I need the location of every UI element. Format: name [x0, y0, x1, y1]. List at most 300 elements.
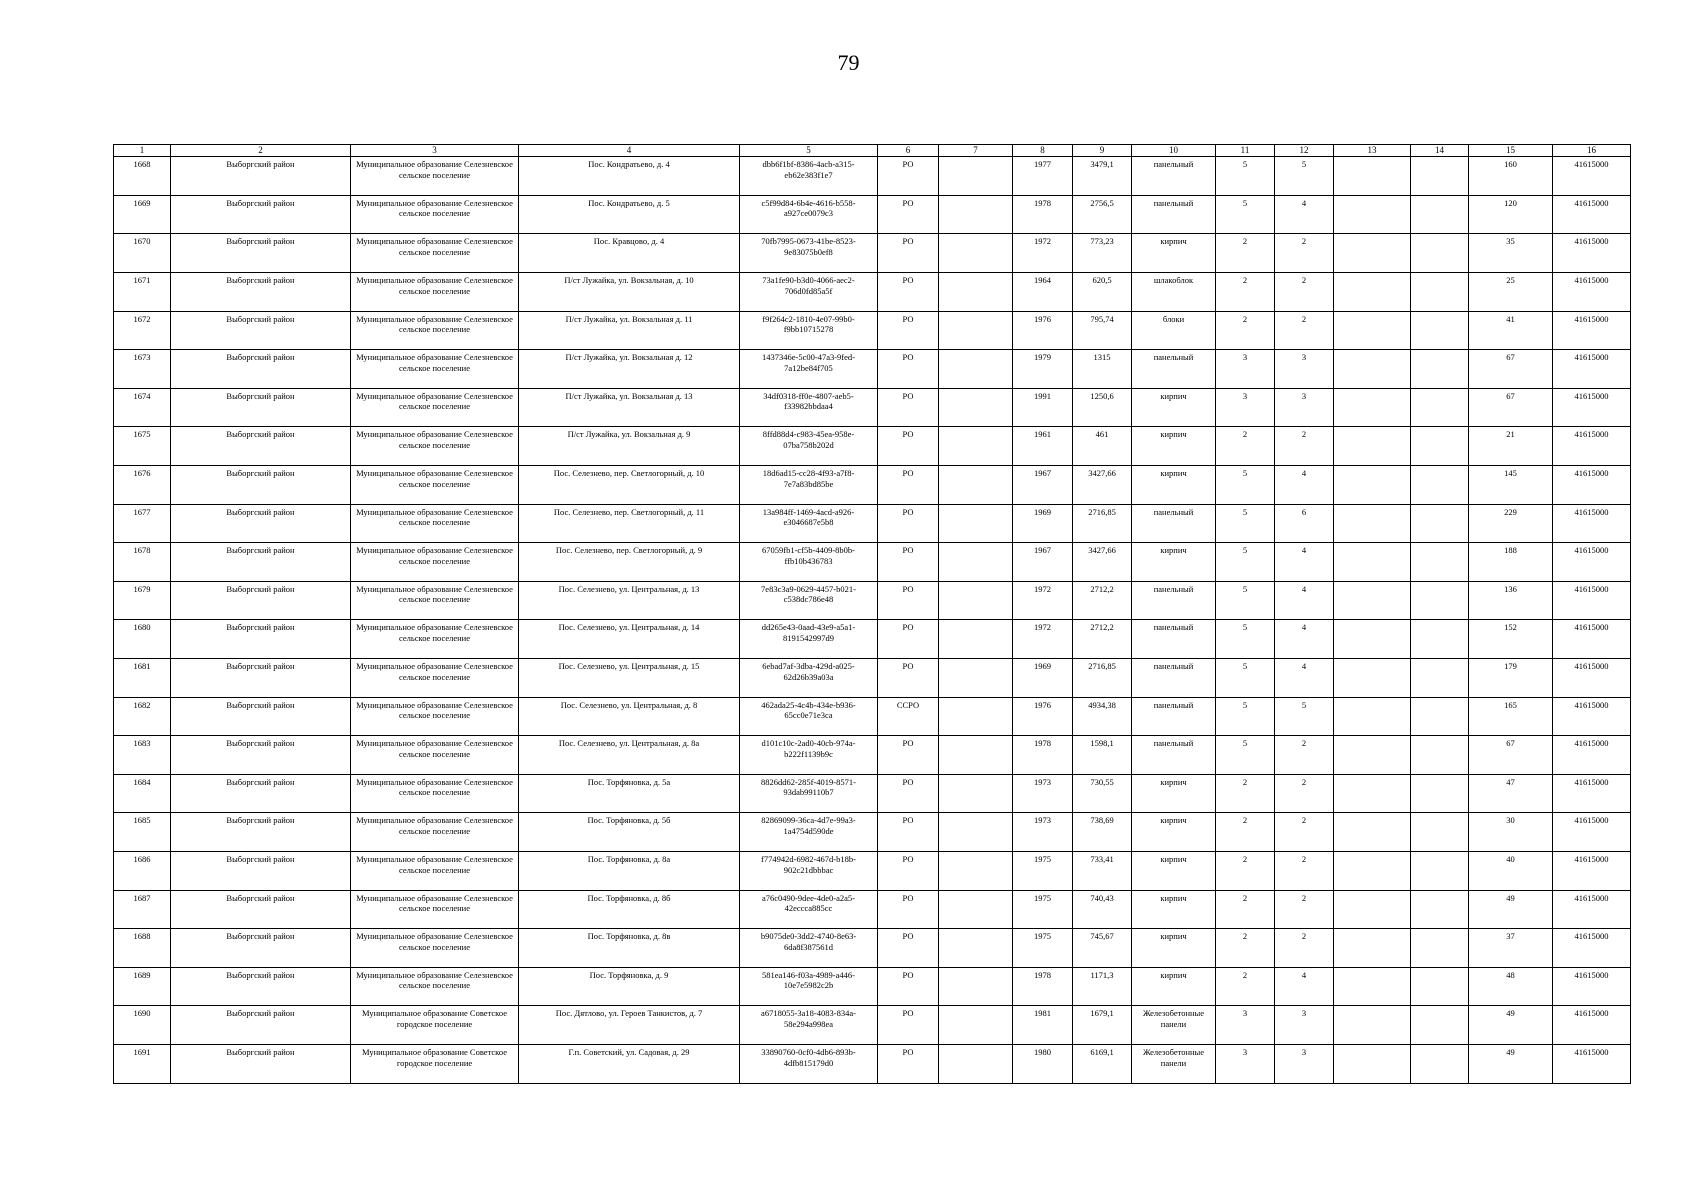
column-number: 10: [1132, 145, 1216, 157]
wall-material-cell: кирпич: [1132, 234, 1216, 273]
floors-cell: 2: [1216, 890, 1275, 929]
year-cell: 1980: [1013, 1044, 1073, 1083]
guid-cell: b9075de0-3dd2-4740-8e63-6da8f387561d: [740, 929, 878, 968]
management-method-cell: РО: [878, 813, 939, 852]
year-cell: 1975: [1013, 890, 1073, 929]
col7-cell: [939, 1044, 1013, 1083]
address-cell: Пос. Дятлово, ул. Героев Танкистов, д. 7: [519, 1006, 740, 1045]
entrances-cell: 2: [1275, 273, 1334, 312]
oktmo-cell: 41615000: [1553, 427, 1631, 466]
guid-cell: dd265e43-0aad-43e9-a5a1-8191542997d9: [740, 620, 878, 659]
year-cell: 1976: [1013, 697, 1073, 736]
col14-cell: [1411, 890, 1469, 929]
residents-cell: 40: [1469, 851, 1553, 890]
col7-cell: [939, 736, 1013, 775]
year-cell: 1964: [1013, 273, 1073, 312]
row-number-cell: 1685: [114, 813, 171, 852]
year-cell: 1977: [1013, 157, 1073, 196]
entrances-cell: 2: [1275, 736, 1334, 775]
district-cell: Выборгский район: [171, 466, 351, 505]
wall-material-cell: кирпич: [1132, 388, 1216, 427]
floors-cell: 3: [1216, 388, 1275, 427]
guid-cell: 13a984ff-1469-4acd-a926-e3046687e5b8: [740, 504, 878, 543]
district-cell: Выборгский район: [171, 581, 351, 620]
entrances-cell: 3: [1275, 1044, 1334, 1083]
col7-cell: [939, 658, 1013, 697]
column-number: 11: [1216, 145, 1275, 157]
col13-cell: [1334, 1044, 1411, 1083]
col13-cell: [1334, 774, 1411, 813]
municipality-cell: Муниципальное образование Селезневское сельское поселение: [351, 620, 519, 659]
housing-register-table: [113, 144, 1631, 1084]
col14-cell: [1411, 234, 1469, 273]
floors-cell: 3: [1216, 1044, 1275, 1083]
row-number-cell: 1679: [114, 581, 171, 620]
year-cell: 1973: [1013, 774, 1073, 813]
management-method-cell: РО: [878, 273, 939, 312]
residents-cell: 49: [1469, 890, 1553, 929]
floors-cell: 2: [1216, 967, 1275, 1006]
area-cell: 733,41: [1073, 851, 1132, 890]
residents-cell: 165: [1469, 697, 1553, 736]
area-cell: 1598,1: [1073, 736, 1132, 775]
col14-cell: [1411, 350, 1469, 389]
entrances-cell: 4: [1275, 195, 1334, 234]
wall-material-cell: кирпич: [1132, 466, 1216, 505]
area-cell: 730,55: [1073, 774, 1132, 813]
row-number-cell: 1680: [114, 620, 171, 659]
guid-cell: f774942d-6982-467d-b18b-902c21dbbbac: [740, 851, 878, 890]
page-number: 79: [837, 50, 860, 75]
area-cell: 2756,5: [1073, 195, 1132, 234]
table-row: [114, 813, 1631, 852]
col14-cell: [1411, 620, 1469, 659]
address-cell: Пос. Торфяновка, д. 5а: [519, 774, 740, 813]
row-number-cell: 1678: [114, 543, 171, 582]
col7-cell: [939, 774, 1013, 813]
area-cell: 2712,2: [1073, 581, 1132, 620]
management-method-cell: РО: [878, 774, 939, 813]
row-number-cell: 1668: [114, 157, 171, 196]
municipality-cell: Муниципальное образование Советское городское поселение: [351, 1044, 519, 1083]
municipality-cell: Муниципальное образование Селезневское сельское поселение: [351, 234, 519, 273]
col7-cell: [939, 929, 1013, 968]
table-row: [114, 234, 1631, 273]
oktmo-cell: 41615000: [1553, 890, 1631, 929]
col13-cell: [1334, 157, 1411, 196]
guid-cell: 8ffd88d4-c983-45ea-958e-07ba758b202d: [740, 427, 878, 466]
district-cell: Выборгский район: [171, 658, 351, 697]
oktmo-cell: 41615000: [1553, 658, 1631, 697]
col7-cell: [939, 273, 1013, 312]
management-method-cell: РО: [878, 967, 939, 1006]
wall-material-cell: кирпич: [1132, 967, 1216, 1006]
table-body: [114, 157, 1631, 1083]
floors-cell: 2: [1216, 273, 1275, 312]
area-cell: 4934,38: [1073, 697, 1132, 736]
address-cell: Пос. Селезнево, ул. Центральная, д. 13: [519, 581, 740, 620]
wall-material-cell: панельный: [1132, 581, 1216, 620]
col14-cell: [1411, 658, 1469, 697]
col14-cell: [1411, 543, 1469, 582]
oktmo-cell: 41615000: [1553, 736, 1631, 775]
district-cell: Выборгский район: [171, 813, 351, 852]
municipality-cell: Муниципальное образование Селезневское сельское поселение: [351, 273, 519, 312]
year-cell: 1975: [1013, 929, 1073, 968]
municipality-cell: Муниципальное образование Селезневское сельское поселение: [351, 311, 519, 350]
municipality-cell: Муниципальное образование Селезневское сельское поселение: [351, 736, 519, 775]
column-number: 12: [1275, 145, 1334, 157]
floors-cell: 2: [1216, 234, 1275, 273]
address-cell: П/ст Лужайка, ул. Вокзальная д. 13: [519, 388, 740, 427]
column-number: 13: [1334, 145, 1411, 157]
district-cell: Выборгский район: [171, 273, 351, 312]
entrances-cell: 2: [1275, 929, 1334, 968]
management-method-cell: РО: [878, 929, 939, 968]
floors-cell: 5: [1216, 504, 1275, 543]
residents-cell: 25: [1469, 273, 1553, 312]
col7-cell: [939, 234, 1013, 273]
guid-cell: 7e83c3a9-0629-4457-b021-c538dc786e48: [740, 581, 878, 620]
floors-cell: 5: [1216, 620, 1275, 659]
floors-cell: 2: [1216, 311, 1275, 350]
floors-cell: 5: [1216, 736, 1275, 775]
col13-cell: [1334, 736, 1411, 775]
district-cell: Выборгский район: [171, 620, 351, 659]
residents-cell: 37: [1469, 929, 1553, 968]
residents-cell: 49: [1469, 1044, 1553, 1083]
residents-cell: 160: [1469, 157, 1553, 196]
oktmo-cell: 41615000: [1553, 851, 1631, 890]
entrances-cell: 6: [1275, 504, 1334, 543]
management-method-cell: РО: [878, 658, 939, 697]
entrances-cell: 4: [1275, 967, 1334, 1006]
col7-cell: [939, 967, 1013, 1006]
address-cell: Пос. Селезнево, ул. Центральная, д. 8а: [519, 736, 740, 775]
col7-cell: [939, 697, 1013, 736]
guid-cell: 67059fb1-cf5b-4409-8b0b-ffb10b436783: [740, 543, 878, 582]
row-number-cell: 1687: [114, 890, 171, 929]
wall-material-cell: панельный: [1132, 504, 1216, 543]
floors-cell: 3: [1216, 1006, 1275, 1045]
address-cell: Пос. Торфяновка, д. 5б: [519, 813, 740, 852]
row-number-cell: 1673: [114, 350, 171, 389]
row-number-cell: 1674: [114, 388, 171, 427]
address-cell: Пос. Селезнево, пер. Светлогорный, д. 11: [519, 504, 740, 543]
col7-cell: [939, 388, 1013, 427]
wall-material-cell: панельный: [1132, 697, 1216, 736]
column-number: 16: [1553, 145, 1631, 157]
residents-cell: 67: [1469, 388, 1553, 427]
residents-cell: 35: [1469, 234, 1553, 273]
col13-cell: [1334, 890, 1411, 929]
col7-cell: [939, 195, 1013, 234]
col13-cell: [1334, 311, 1411, 350]
guid-cell: 1437346e-5c00-47a3-9fed-7a12be84f705: [740, 350, 878, 389]
management-method-cell: РО: [878, 157, 939, 196]
wall-material-cell: кирпич: [1132, 543, 1216, 582]
guid-cell: 6ebad7af-3dba-429d-a025-62d26b39a03a: [740, 658, 878, 697]
municipality-cell: Муниципальное образование Селезневское сельское поселение: [351, 851, 519, 890]
guid-cell: 82869099-36ca-4d7e-99a3-1a4754d590de: [740, 813, 878, 852]
col14-cell: [1411, 813, 1469, 852]
address-cell: Пос. Селезнево, ул. Центральная, д. 14: [519, 620, 740, 659]
col13-cell: [1334, 350, 1411, 389]
management-method-cell: РО: [878, 1044, 939, 1083]
col14-cell: [1411, 1006, 1469, 1045]
municipality-cell: Муниципальное образование Селезневское сельское поселение: [351, 581, 519, 620]
col7-cell: [939, 851, 1013, 890]
guid-cell: 73a1fe90-b3d0-4066-aec2-706d0fd85a5f: [740, 273, 878, 312]
management-method-cell: РО: [878, 311, 939, 350]
wall-material-cell: шлакоблок: [1132, 273, 1216, 312]
year-cell: 1978: [1013, 195, 1073, 234]
column-number: 2: [171, 145, 351, 157]
col7-cell: [939, 620, 1013, 659]
address-cell: Пос. Кондратьево, д. 5: [519, 195, 740, 234]
row-number-cell: 1669: [114, 195, 171, 234]
area-cell: 1315: [1073, 350, 1132, 389]
entrances-cell: 4: [1275, 581, 1334, 620]
column-number: 8: [1013, 145, 1073, 157]
municipality-cell: Муниципальное образование Селезневское сельское поселение: [351, 350, 519, 389]
area-cell: 1171,3: [1073, 967, 1132, 1006]
row-number-cell: 1675: [114, 427, 171, 466]
residents-cell: 21: [1469, 427, 1553, 466]
oktmo-cell: 41615000: [1553, 620, 1631, 659]
floors-cell: 2: [1216, 813, 1275, 852]
district-cell: Выборгский район: [171, 967, 351, 1006]
table-row: [114, 697, 1631, 736]
area-cell: 3427,66: [1073, 543, 1132, 582]
residents-cell: 136: [1469, 581, 1553, 620]
area-cell: 795,74: [1073, 311, 1132, 350]
address-cell: П/ст Лужайка, ул. Вокзальная д. 9: [519, 427, 740, 466]
oktmo-cell: 41615000: [1553, 967, 1631, 1006]
district-cell: Выборгский район: [171, 851, 351, 890]
entrances-cell: 2: [1275, 890, 1334, 929]
guid-cell: 18d6ad15-cc28-4f93-a7f8-7e7a83bd85be: [740, 466, 878, 505]
district-cell: Выборгский район: [171, 157, 351, 196]
guid-cell: 8826dd62-285f-4019-8571-93dab99110b7: [740, 774, 878, 813]
guid-cell: dbb6f1bf-8386-4acb-a315-eb62e383f1e7: [740, 157, 878, 196]
col14-cell: [1411, 736, 1469, 775]
district-cell: Выборгский район: [171, 388, 351, 427]
guid-cell: c5f99d84-6b4e-4616-b558-a927ce0079c3: [740, 195, 878, 234]
col14-cell: [1411, 581, 1469, 620]
district-cell: Выборгский район: [171, 543, 351, 582]
year-cell: 1973: [1013, 813, 1073, 852]
year-cell: 1978: [1013, 967, 1073, 1006]
area-cell: 2712,2: [1073, 620, 1132, 659]
col7-cell: [939, 350, 1013, 389]
address-cell: Пос. Селезнево, пер. Светлогорный, д. 9: [519, 543, 740, 582]
col14-cell: [1411, 273, 1469, 312]
entrances-cell: 4: [1275, 543, 1334, 582]
floors-cell: 5: [1216, 697, 1275, 736]
row-number-cell: 1677: [114, 504, 171, 543]
col14-cell: [1411, 1044, 1469, 1083]
guid-cell: f9f264c2-1810-4e07-99b0-f9bb10715278: [740, 311, 878, 350]
year-cell: 1961: [1013, 427, 1073, 466]
municipality-cell: Муниципальное образование Селезневское сельское поселение: [351, 813, 519, 852]
col13-cell: [1334, 273, 1411, 312]
address-cell: Пос. Кравцово, д. 4: [519, 234, 740, 273]
table-row: [114, 929, 1631, 968]
entrances-cell: 2: [1275, 234, 1334, 273]
year-cell: 1979: [1013, 350, 1073, 389]
year-cell: 1972: [1013, 581, 1073, 620]
management-method-cell: РО: [878, 890, 939, 929]
table-row: [114, 388, 1631, 427]
year-cell: 1972: [1013, 620, 1073, 659]
col7-cell: [939, 466, 1013, 505]
year-cell: 1978: [1013, 736, 1073, 775]
municipality-cell: Муниципальное образование Селезневское сельское поселение: [351, 466, 519, 505]
address-cell: П/ст Лужайка, ул. Вокзальная д. 12: [519, 350, 740, 389]
management-method-cell: РО: [878, 1006, 939, 1045]
area-cell: 740,43: [1073, 890, 1132, 929]
column-number: 5: [740, 145, 878, 157]
district-cell: Выборгский район: [171, 234, 351, 273]
area-cell: 620,5: [1073, 273, 1132, 312]
oktmo-cell: 41615000: [1553, 581, 1631, 620]
entrances-cell: 5: [1275, 157, 1334, 196]
residents-cell: 188: [1469, 543, 1553, 582]
row-number-cell: 1682: [114, 697, 171, 736]
wall-material-cell: Железобетонные панели: [1132, 1006, 1216, 1045]
col13-cell: [1334, 388, 1411, 427]
wall-material-cell: кирпич: [1132, 813, 1216, 852]
floors-cell: 5: [1216, 157, 1275, 196]
residents-cell: 152: [1469, 620, 1553, 659]
management-method-cell: РО: [878, 195, 939, 234]
col14-cell: [1411, 851, 1469, 890]
residents-cell: 47: [1469, 774, 1553, 813]
oktmo-cell: 41615000: [1553, 350, 1631, 389]
column-number: 4: [519, 145, 740, 157]
oktmo-cell: 41615000: [1553, 466, 1631, 505]
management-method-cell: РО: [878, 543, 939, 582]
column-number: 3: [351, 145, 519, 157]
municipality-cell: Муниципальное образование Селезневское сельское поселение: [351, 195, 519, 234]
guid-cell: 33890760-0cf0-4db6-893b-4dfb815179d0: [740, 1044, 878, 1083]
guid-cell: 34df0318-ff0e-4807-aeb5-f33982bbdaa4: [740, 388, 878, 427]
wall-material-cell: панельный: [1132, 157, 1216, 196]
entrances-cell: 3: [1275, 350, 1334, 389]
address-cell: Пос. Селезнево, ул. Центральная, д. 15: [519, 658, 740, 697]
oktmo-cell: 41615000: [1553, 774, 1631, 813]
wall-material-cell: панельный: [1132, 658, 1216, 697]
guid-cell: 70fb7995-0673-41be-8523-9e83075b0ef8: [740, 234, 878, 273]
year-cell: 1967: [1013, 466, 1073, 505]
wall-material-cell: кирпич: [1132, 929, 1216, 968]
address-cell: Пос. Торфяновка, д. 9: [519, 967, 740, 1006]
floors-cell: 2: [1216, 851, 1275, 890]
oktmo-cell: 41615000: [1553, 929, 1631, 968]
municipality-cell: Муниципальное образование Селезневское сельское поселение: [351, 658, 519, 697]
area-cell: 773,23: [1073, 234, 1132, 273]
management-method-cell: РО: [878, 350, 939, 389]
area-cell: 2716,85: [1073, 658, 1132, 697]
column-number: 1: [114, 145, 171, 157]
wall-material-cell: панельный: [1132, 736, 1216, 775]
district-cell: Выборгский район: [171, 697, 351, 736]
area-cell: 745,67: [1073, 929, 1132, 968]
management-method-cell: РО: [878, 620, 939, 659]
address-cell: Пос. Торфяновка, д. 8в: [519, 929, 740, 968]
col14-cell: [1411, 967, 1469, 1006]
area-cell: 3427,66: [1073, 466, 1132, 505]
col7-cell: [939, 427, 1013, 466]
wall-material-cell: панельный: [1132, 350, 1216, 389]
col14-cell: [1411, 427, 1469, 466]
year-cell: 1967: [1013, 543, 1073, 582]
row-number-cell: 1681: [114, 658, 171, 697]
address-cell: Пос. Селезнево, пер. Светлогорный, д. 10: [519, 466, 740, 505]
col13-cell: [1334, 581, 1411, 620]
oktmo-cell: 41615000: [1553, 543, 1631, 582]
table-row: [114, 466, 1631, 505]
entrances-cell: 2: [1275, 427, 1334, 466]
col13-cell: [1334, 195, 1411, 234]
district-cell: Выборгский район: [171, 311, 351, 350]
col13-cell: [1334, 504, 1411, 543]
row-number-cell: 1689: [114, 967, 171, 1006]
table-row: [114, 774, 1631, 813]
floors-cell: 5: [1216, 543, 1275, 582]
area-cell: 461: [1073, 427, 1132, 466]
area-cell: 738,69: [1073, 813, 1132, 852]
residents-cell: 179: [1469, 658, 1553, 697]
table-row: [114, 504, 1631, 543]
column-number: 14: [1411, 145, 1469, 157]
entrances-cell: 2: [1275, 311, 1334, 350]
municipality-cell: Муниципальное образование Селезневское сельское поселение: [351, 388, 519, 427]
guid-cell: a6718055-3a18-4083-834a-58e294a998ea: [740, 1006, 878, 1045]
address-cell: П/ст Лужайка, ул. Вокзальная д. 11: [519, 311, 740, 350]
municipality-cell: Муниципальное образование Селезневское сельское поселение: [351, 967, 519, 1006]
table-row: [114, 736, 1631, 775]
floors-cell: 5: [1216, 658, 1275, 697]
oktmo-cell: 41615000: [1553, 813, 1631, 852]
district-cell: Выборгский район: [171, 504, 351, 543]
area-cell: 6169,1: [1073, 1044, 1132, 1083]
year-cell: 1975: [1013, 851, 1073, 890]
col7-cell: [939, 543, 1013, 582]
row-number-cell: 1690: [114, 1006, 171, 1045]
address-cell: П/ст Лужайка, ул. Вокзальная, д. 10: [519, 273, 740, 312]
table-row: [114, 967, 1631, 1006]
entrances-cell: 4: [1275, 466, 1334, 505]
residents-cell: 120: [1469, 195, 1553, 234]
floors-cell: 5: [1216, 195, 1275, 234]
oktmo-cell: 41615000: [1553, 234, 1631, 273]
residents-cell: 30: [1469, 813, 1553, 852]
column-number: 7: [939, 145, 1013, 157]
row-number-cell: 1683: [114, 736, 171, 775]
oktmo-cell: 41615000: [1553, 1006, 1631, 1045]
management-method-cell: РО: [878, 466, 939, 505]
column-number-header-row: [114, 145, 1631, 157]
oktmo-cell: 41615000: [1553, 157, 1631, 196]
col14-cell: [1411, 774, 1469, 813]
year-cell: 1976: [1013, 311, 1073, 350]
municipality-cell: Муниципальное образование Селезневское сельское поселение: [351, 157, 519, 196]
address-cell: Г.п. Советский, ул. Садовая, д. 29: [519, 1044, 740, 1083]
district-cell: Выборгский район: [171, 890, 351, 929]
row-number-cell: 1670: [114, 234, 171, 273]
